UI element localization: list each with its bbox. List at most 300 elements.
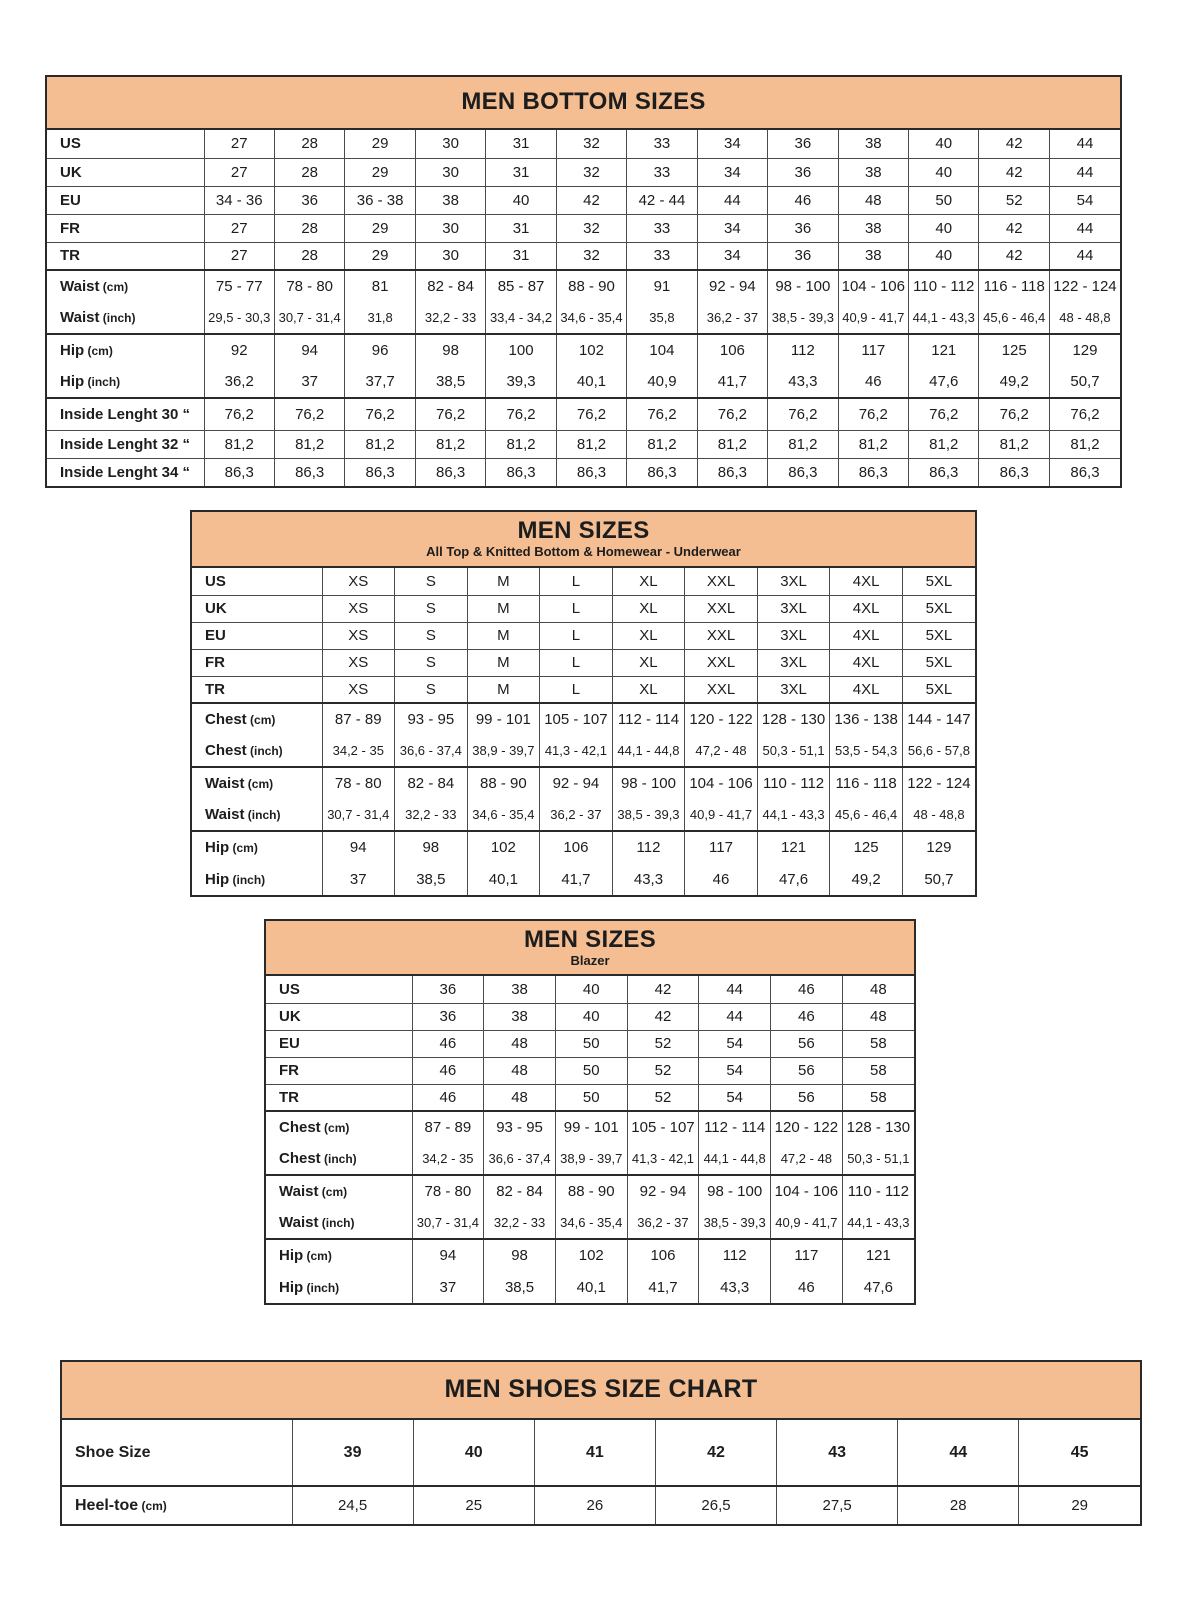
- table-cell: S: [395, 568, 468, 595]
- row-label-text: Inside Lenght 30 “: [60, 405, 191, 423]
- table-cell: 36: [768, 242, 838, 270]
- table-cell: 99 - 101: [467, 703, 540, 735]
- row-label-unit: (cm): [303, 1249, 332, 1263]
- row-label: [47, 214, 204, 242]
- row-label: [192, 767, 322, 799]
- table-cell: 32,2 - 33: [395, 799, 468, 831]
- table-cell: 86,3: [204, 458, 274, 486]
- table-cell: 38,9 - 39,7: [555, 1143, 627, 1175]
- table-cell: 28: [898, 1486, 1019, 1524]
- table-cell: 31: [486, 214, 556, 242]
- table-cell: 28: [274, 158, 344, 186]
- row-label-text: Waist: [60, 309, 100, 326]
- table-cell: 50,3 - 51,1: [842, 1143, 914, 1175]
- table-cell: 40: [909, 158, 979, 186]
- table-cell: 3XL: [757, 649, 830, 676]
- table-cell: 33: [627, 214, 697, 242]
- table-cell: 42: [979, 158, 1049, 186]
- table-cell: 31,8: [345, 302, 415, 334]
- table-cell: L: [540, 649, 613, 676]
- row-label-text: Waist: [205, 775, 245, 792]
- table-cell: 30: [415, 242, 485, 270]
- table-cell: 5XL: [902, 676, 975, 703]
- table-row: [266, 1084, 914, 1111]
- table-cell: 52: [979, 186, 1049, 214]
- table-cell: 38,5: [484, 1271, 556, 1303]
- table-cell: 104 - 106: [771, 1175, 843, 1207]
- table-cell: 52: [627, 1084, 699, 1111]
- table-title: MEN BOTTOM SIZES: [461, 88, 706, 116]
- table-row: [47, 214, 1120, 242]
- table-cell: 48: [484, 1030, 556, 1057]
- table-cell: 112 - 114: [612, 703, 685, 735]
- table-cell: 33: [627, 242, 697, 270]
- row-label: [47, 334, 204, 366]
- row-label-text: Heel-toe: [75, 1496, 139, 1514]
- table-cell: 129: [1049, 334, 1120, 366]
- table-cell: 29: [1019, 1486, 1140, 1524]
- row-label-text: Chest: [279, 1150, 321, 1167]
- table-cell: 41,3 - 42,1: [627, 1143, 699, 1175]
- table-cell: 48 - 48,8: [1049, 302, 1120, 334]
- row-label: [266, 1084, 412, 1111]
- table-cell: 36: [768, 214, 838, 242]
- table-cell: 38: [838, 214, 908, 242]
- table-cell: 32: [556, 158, 626, 186]
- table-cell: 78 - 80: [412, 1175, 484, 1207]
- table-cell: 31: [486, 130, 556, 158]
- table-cell: 40: [555, 976, 627, 1003]
- table-cell: 86,3: [838, 458, 908, 486]
- table-cell: 36,6 - 37,4: [484, 1143, 556, 1175]
- table-cell: 121: [842, 1239, 914, 1271]
- table-cell: XS: [322, 649, 395, 676]
- row-label-text: EU: [279, 1035, 300, 1052]
- table-cell: 34,2 - 35: [322, 735, 395, 767]
- table-cell: 3XL: [757, 676, 830, 703]
- table-cell: 33: [627, 130, 697, 158]
- row-label: [192, 595, 322, 622]
- table-cell: 39: [292, 1420, 413, 1486]
- table-cell: 102: [556, 334, 626, 366]
- table-cell: 38: [484, 976, 556, 1003]
- table-cell: 41: [534, 1420, 655, 1486]
- row-label-text: Hip: [60, 342, 85, 359]
- row-label-unit: (cm): [318, 1185, 348, 1199]
- row-label: [192, 622, 322, 649]
- table-cell: 5XL: [902, 595, 975, 622]
- row-label-unit: (inch): [320, 1152, 357, 1166]
- row-label: [192, 568, 322, 595]
- table-cell: L: [540, 568, 613, 595]
- table-cell: 58: [842, 1084, 914, 1111]
- row-label-text: Waist: [60, 278, 100, 295]
- table-men-sizes-blazer: [264, 919, 916, 1305]
- row-label: [266, 1111, 412, 1143]
- table-cell: XXL: [685, 676, 758, 703]
- table-cell: 125: [830, 831, 903, 863]
- table-cell: 104: [627, 334, 697, 366]
- table-cell: 29: [345, 214, 415, 242]
- table-cell: 38,5 - 39,3: [699, 1207, 771, 1239]
- table-cell: 27,5: [777, 1486, 898, 1524]
- table-cell: 93 - 95: [395, 703, 468, 735]
- row-label: [62, 1420, 292, 1486]
- men-sizes-top-knitted-table: [192, 568, 975, 895]
- table-cell: M: [467, 622, 540, 649]
- table-cell: 56: [771, 1057, 843, 1084]
- table-row: [47, 302, 1120, 334]
- table-cell: 128 - 130: [757, 703, 830, 735]
- table-cell: 49,2: [830, 863, 903, 895]
- table-title-band: [47, 77, 1120, 130]
- table-cell: 56: [771, 1030, 843, 1057]
- table-cell: XS: [322, 568, 395, 595]
- table-cell: L: [540, 622, 613, 649]
- table-cell: 47,6: [909, 366, 979, 398]
- row-label: [192, 863, 322, 895]
- table-cell: 76,2: [486, 398, 556, 430]
- table-cell: 112: [699, 1239, 771, 1271]
- table-cell: 30,7 - 31,4: [322, 799, 395, 831]
- table-cell: 27: [204, 158, 274, 186]
- table-cell: 3XL: [757, 568, 830, 595]
- table-cell: 37: [322, 863, 395, 895]
- table-cell: 121: [757, 831, 830, 863]
- table-cell: M: [467, 568, 540, 595]
- table-cell: 144 - 147: [902, 703, 975, 735]
- table-cell: 48 - 48,8: [902, 799, 975, 831]
- row-label: [266, 1143, 412, 1175]
- table-cell: 44: [1049, 242, 1120, 270]
- table-cell: 81,2: [415, 430, 485, 458]
- row-label-unit: (inch): [99, 311, 136, 325]
- table-cell: 47,2 - 48: [771, 1143, 843, 1175]
- table-row: [192, 676, 975, 703]
- row-label-text: Chest: [205, 711, 247, 728]
- table-cell: 116 - 118: [830, 767, 903, 799]
- table-cell: 87 - 89: [412, 1111, 484, 1143]
- table-row: [47, 158, 1120, 186]
- table-cell: 41,3 - 42,1: [540, 735, 613, 767]
- table-row: [47, 458, 1120, 486]
- table-cell: 28: [274, 242, 344, 270]
- row-label: [47, 430, 204, 458]
- row-label-text: Hip: [279, 1278, 304, 1296]
- row-label: [266, 1175, 412, 1207]
- table-row: [266, 1239, 914, 1271]
- table-row: [192, 799, 975, 831]
- table-cell: 98: [415, 334, 485, 366]
- table-cell: 30,7 - 31,4: [412, 1207, 484, 1239]
- table-cell: 86,3: [556, 458, 626, 486]
- table-cell: 37: [274, 366, 344, 398]
- table-row: [266, 1111, 914, 1143]
- table-cell: 27: [204, 130, 274, 158]
- table-cell: 44,1 - 43,3: [842, 1207, 914, 1239]
- table-cell: 34: [697, 158, 767, 186]
- table-cell: 45: [1019, 1420, 1140, 1486]
- table-cell: 24,5: [292, 1486, 413, 1524]
- table-title-band: [192, 512, 975, 568]
- table-cell: 40: [909, 242, 979, 270]
- row-label-text: US: [60, 135, 81, 153]
- table-cell: 121: [909, 334, 979, 366]
- table-cell: 76,2: [838, 398, 908, 430]
- table-row: [62, 1486, 1140, 1524]
- row-label: [192, 676, 322, 703]
- table-grid: [47, 130, 1120, 486]
- table-cell: 81,2: [556, 430, 626, 458]
- table-cell: 43,3: [699, 1271, 771, 1303]
- table-cell: 37: [412, 1271, 484, 1303]
- row-label: [47, 130, 204, 158]
- table-men-shoes-size-chart: [60, 1360, 1142, 1526]
- table-cell: 76,2: [1049, 398, 1120, 430]
- table-cell: 3XL: [757, 595, 830, 622]
- table-cell: 38: [838, 158, 908, 186]
- table-cell: 40: [486, 186, 556, 214]
- table-cell: 125: [979, 334, 1049, 366]
- row-label: [47, 270, 204, 302]
- table-cell: 120 - 122: [771, 1111, 843, 1143]
- men-bottom-sizes-table: [47, 130, 1120, 486]
- table-cell: 45,6 - 46,4: [830, 799, 903, 831]
- table-title: MEN SIZES: [517, 517, 650, 544]
- table-cell: 50: [555, 1030, 627, 1057]
- table-cell: 44,1 - 43,3: [757, 799, 830, 831]
- table-cell: 50,3 - 51,1: [757, 735, 830, 767]
- table-cell: 86,3: [1049, 458, 1120, 486]
- table-cell: XS: [322, 622, 395, 649]
- table-title-band: [62, 1362, 1140, 1420]
- table-cell: 105 - 107: [627, 1111, 699, 1143]
- table-cell: 85 - 87: [486, 270, 556, 302]
- table-cell: 38,5: [395, 863, 468, 895]
- table-cell: 100: [486, 334, 556, 366]
- row-label-text: Inside Lenght 32 “: [60, 435, 191, 453]
- table-cell: XS: [322, 676, 395, 703]
- table-cell: 27: [204, 214, 274, 242]
- table-cell: 42: [979, 242, 1049, 270]
- table-cell: 81,2: [627, 430, 697, 458]
- row-label: [47, 186, 204, 214]
- table-cell: 29: [345, 158, 415, 186]
- table-cell: 78 - 80: [322, 767, 395, 799]
- table-cell: 36: [412, 976, 484, 1003]
- table-cell: 76,2: [204, 398, 274, 430]
- table-cell: 4XL: [830, 649, 903, 676]
- table-cell: 41,7: [540, 863, 613, 895]
- table-cell: 45,6 - 46,4: [979, 302, 1049, 334]
- table-cell: 105 - 107: [540, 703, 613, 735]
- row-label-unit: (inch): [244, 808, 281, 822]
- table-cell: 5XL: [902, 622, 975, 649]
- table-cell: 40: [909, 214, 979, 242]
- table-cell: 44,1 - 43,3: [909, 302, 979, 334]
- row-label-text: EU: [60, 191, 81, 209]
- table-grid: [192, 568, 975, 895]
- table-cell: 47,2 - 48: [685, 735, 758, 767]
- table-row: [192, 863, 975, 895]
- table-cell: 32,2 - 33: [415, 302, 485, 334]
- row-label-text: Hip: [279, 1247, 304, 1264]
- table-cell: 44: [697, 186, 767, 214]
- table-cell: 112 - 114: [699, 1111, 771, 1143]
- table-cell: 94: [412, 1239, 484, 1271]
- table-cell: 81,2: [697, 430, 767, 458]
- table-row: [47, 334, 1120, 366]
- table-cell: 40,1: [556, 366, 626, 398]
- table-cell: XXL: [685, 622, 758, 649]
- table-cell: 40,1: [467, 863, 540, 895]
- table-cell: 106: [697, 334, 767, 366]
- table-cell: 36,6 - 37,4: [395, 735, 468, 767]
- men-shoes-size-chart-table: [62, 1420, 1140, 1524]
- table-title-band: [266, 921, 914, 976]
- table-cell: 36,2 - 37: [627, 1207, 699, 1239]
- row-label-text: FR: [279, 1062, 299, 1079]
- table-cell: 44: [699, 976, 771, 1003]
- row-label-text: EU: [205, 627, 226, 644]
- table-cell: 81,2: [768, 430, 838, 458]
- table-cell: 120 - 122: [685, 703, 758, 735]
- table-cell: 46: [771, 976, 843, 1003]
- table-row: [192, 622, 975, 649]
- row-label-unit: (cm): [244, 777, 274, 791]
- table-cell: 110 - 112: [909, 270, 979, 302]
- table-cell: XXL: [685, 649, 758, 676]
- table-cell: 36: [274, 186, 344, 214]
- table-cell: 52: [627, 1057, 699, 1084]
- table-cell: 40,1: [555, 1271, 627, 1303]
- table-cell: 54: [699, 1030, 771, 1057]
- row-label-text: TR: [60, 247, 80, 265]
- table-cell: 40: [909, 130, 979, 158]
- table-cell: 86,3: [697, 458, 767, 486]
- table-cell: 104 - 106: [838, 270, 908, 302]
- row-label-text: FR: [60, 219, 80, 237]
- table-cell: 40,9 - 41,7: [685, 799, 758, 831]
- table-cell: 98 - 100: [768, 270, 838, 302]
- table-cell: 40,9: [627, 366, 697, 398]
- table-cell: 82 - 84: [395, 767, 468, 799]
- table-cell: 42: [556, 186, 626, 214]
- table-cell: 31: [486, 242, 556, 270]
- table-cell: 102: [467, 831, 540, 863]
- men-sizes-blazer-table: [266, 976, 914, 1303]
- table-cell: 54: [1049, 186, 1120, 214]
- table-row: [266, 1271, 914, 1303]
- table-cell: 75 - 77: [204, 270, 274, 302]
- table-cell: 33: [627, 158, 697, 186]
- table-cell: 41,7: [697, 366, 767, 398]
- table-cell: 98: [484, 1239, 556, 1271]
- table-cell: 46: [412, 1057, 484, 1084]
- table-cell: 116 - 118: [979, 270, 1049, 302]
- row-label: [47, 458, 204, 486]
- table-cell: 26,5: [655, 1486, 776, 1524]
- table-cell: 98 - 100: [612, 767, 685, 799]
- table-cell: 129: [902, 831, 975, 863]
- table-cell: 38: [484, 1003, 556, 1030]
- table-row: [47, 398, 1120, 430]
- row-label-unit: (cm): [229, 841, 258, 855]
- table-cell: 50: [909, 186, 979, 214]
- table-cell: 29: [345, 242, 415, 270]
- table-cell: 86,3: [486, 458, 556, 486]
- table-cell: 36: [412, 1003, 484, 1030]
- table-cell: 117: [685, 831, 758, 863]
- table-cell: 4XL: [830, 622, 903, 649]
- table-cell: 94: [322, 831, 395, 863]
- table-row: [266, 1057, 914, 1084]
- table-cell: 34 - 36: [204, 186, 274, 214]
- table-cell: 33,4 - 34,2: [486, 302, 556, 334]
- table-cell: 102: [555, 1239, 627, 1271]
- table-cell: 50,7: [1049, 366, 1120, 398]
- table-cell: XL: [612, 622, 685, 649]
- table-cell: 26: [534, 1486, 655, 1524]
- table-cell: 39,3: [486, 366, 556, 398]
- row-label: [47, 398, 204, 430]
- table-cell: 4XL: [830, 676, 903, 703]
- table-cell: 87 - 89: [322, 703, 395, 735]
- table-cell: 81,2: [838, 430, 908, 458]
- table-row: [47, 242, 1120, 270]
- table-row: [47, 130, 1120, 158]
- table-cell: 36: [768, 158, 838, 186]
- row-label-text: UK: [279, 1008, 301, 1025]
- table-cell: 47,6: [842, 1271, 914, 1303]
- table-cell: 76,2: [697, 398, 767, 430]
- row-label: [192, 735, 322, 767]
- table-cell: 31: [486, 158, 556, 186]
- table-row: [47, 186, 1120, 214]
- table-cell: 44,1 - 44,8: [699, 1143, 771, 1175]
- table-cell: 76,2: [627, 398, 697, 430]
- table-cell: 92 - 94: [540, 767, 613, 799]
- row-label: [266, 1003, 412, 1030]
- row-label: [47, 302, 204, 334]
- table-cell: 86,3: [979, 458, 1049, 486]
- table-cell: XXL: [685, 568, 758, 595]
- table-cell: 48: [484, 1084, 556, 1111]
- table-cell: 104 - 106: [685, 767, 758, 799]
- table-cell: 81,2: [909, 430, 979, 458]
- row-label-text: TR: [205, 680, 225, 698]
- table-cell: 40: [413, 1420, 534, 1486]
- table-cell: 34: [697, 242, 767, 270]
- table-cell: 43,3: [612, 863, 685, 895]
- row-label-text: Inside Lenght 34 “: [60, 463, 191, 481]
- table-cell: S: [395, 622, 468, 649]
- table-cell: 81: [345, 270, 415, 302]
- table-row: [266, 976, 914, 1003]
- row-label: [192, 649, 322, 676]
- table-cell: 58: [842, 1030, 914, 1057]
- table-row: [192, 831, 975, 863]
- row-label-unit: (cm): [84, 344, 113, 358]
- table-cell: 46: [771, 1003, 843, 1030]
- table-cell: 36: [768, 130, 838, 158]
- row-label-text: Chest: [205, 742, 247, 759]
- table-cell: 3XL: [757, 622, 830, 649]
- row-label-unit: (cm): [138, 1498, 167, 1513]
- table-cell: 32: [556, 242, 626, 270]
- row-label-text: UK: [60, 163, 82, 181]
- table-cell: S: [395, 676, 468, 703]
